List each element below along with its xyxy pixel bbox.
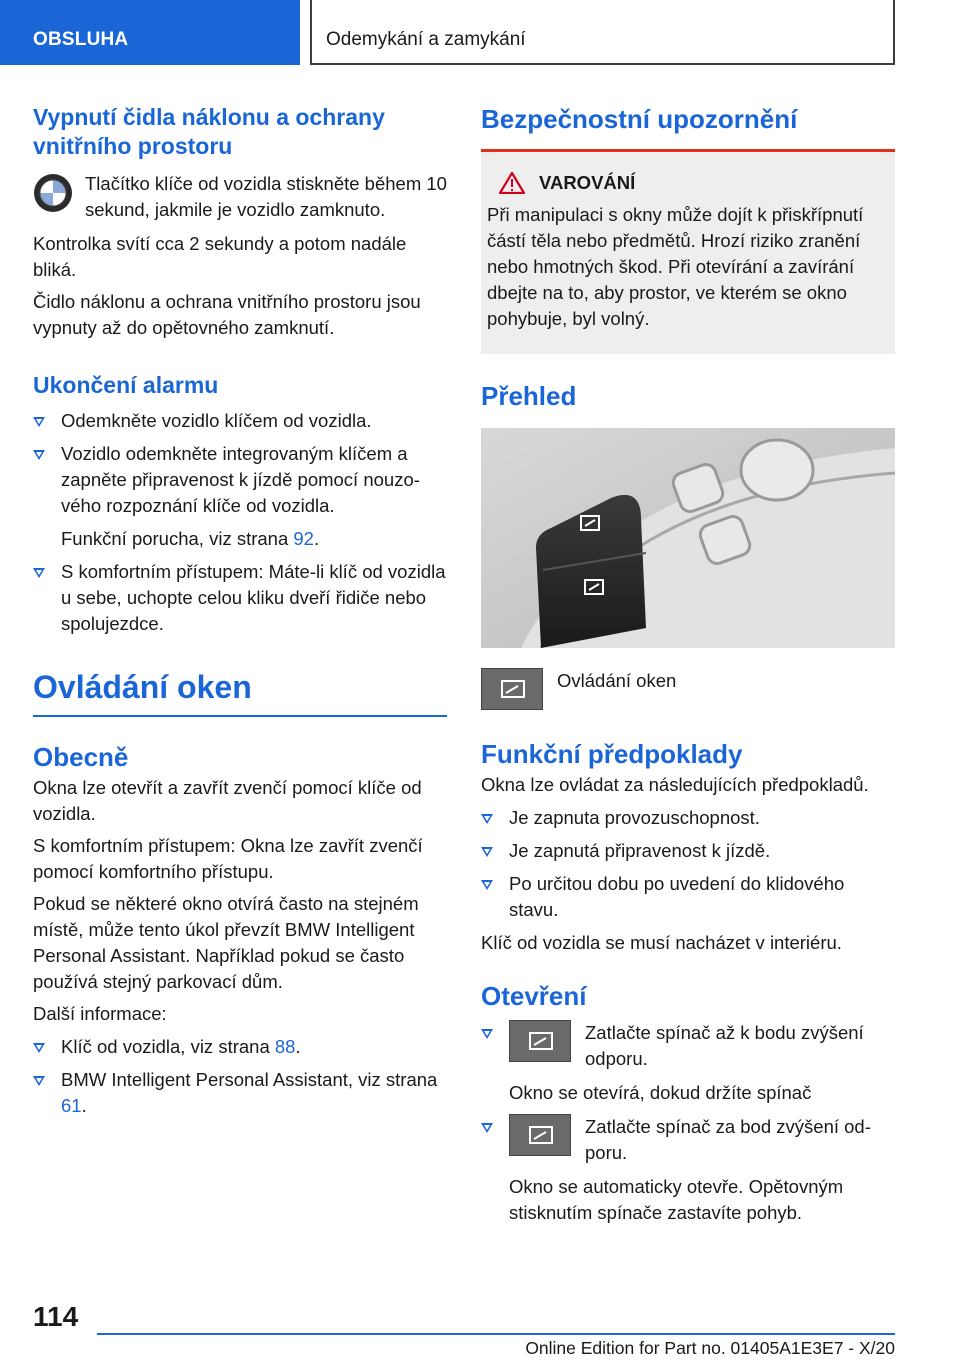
alarm-heading: Ukončení alarmu xyxy=(33,372,219,398)
note-suffix: . xyxy=(313,528,320,549)
bullet-triangle-icon xyxy=(481,814,493,824)
bullet-triangle-icon xyxy=(33,417,45,427)
tilt-heading: Vypnutí čidla náklonu a ochrany vnitřního prostoru xyxy=(33,104,385,159)
bullet-triangle-icon xyxy=(33,1043,45,1053)
overview-caption-row xyxy=(481,668,895,710)
tilt-paragraph-1: Kontrolka svítí cca 2 sekundy a potom nadále bliká. xyxy=(33,233,407,280)
bullet-triangle-icon xyxy=(481,1123,493,1133)
prereq-bullet-3 xyxy=(481,871,895,923)
tilt-key-text: Tlačítko klíče od vozidla stiskněte během 10 sekund, jakmile je vozidlo zamknuto. xyxy=(85,173,447,220)
left-column xyxy=(33,100,447,1119)
warning-title: VAROVÁNÍ xyxy=(539,172,636,193)
overview-caption: Ovládání oken xyxy=(557,670,677,691)
bullet-triangle-icon xyxy=(33,1076,45,1086)
general-paragraph-3: Pokud se některé okno otvírá často na stejném místě, může tento úkol převzít BMW Intelligent Personal Assistant. Například pokud se často používá stejný parkovací dům. xyxy=(33,893,419,992)
footer-rule xyxy=(97,1333,895,1335)
warning-box xyxy=(481,152,895,354)
bullet-suffix: . xyxy=(81,1095,87,1116)
open-bullet-1 xyxy=(481,1020,895,1072)
warning-title-row xyxy=(487,170,895,196)
bullet-text: Je zapnuta provozuschopnost. xyxy=(509,807,760,828)
open-bullet-2-note xyxy=(481,1174,895,1226)
prereq-bullet-1 xyxy=(481,805,895,831)
bullet-text: Vozidlo odemkněte integrovaným klíčem a zapněte připravenost k jízdě pomocí nouzového rozpoznání klíče od vozidla. xyxy=(61,443,420,516)
overview-heading: Přehled xyxy=(481,381,577,411)
general-heading: Obecně xyxy=(33,742,129,772)
bullet-text: Je zapnutá připravenost k jízdě. xyxy=(509,840,771,861)
safety-heading: Bezpečnostní upozornění xyxy=(481,104,798,134)
window-switch-illustration xyxy=(481,428,895,648)
general-paragraph-1: Okna lze otevřít a zavřít zvenčí pomocí klíče od vozidla. xyxy=(33,777,422,824)
alarm-bullet-2-note xyxy=(33,526,447,552)
warning-triangle-icon xyxy=(499,172,525,194)
note-text: Okno se automaticky otevře. Opětovným stisknutím spínače zastavíte pohyb. xyxy=(509,1176,844,1223)
alarm-bullet-3 xyxy=(33,559,447,637)
note-text: Okno se otevírá, dokud držíte spínač xyxy=(509,1082,812,1103)
section-label: OBSLUHA xyxy=(33,29,129,50)
window-switch-icon xyxy=(509,1114,571,1156)
footer-edition: Online Edition for Part no. 01405A1E3E7 - X/20 xyxy=(525,1338,895,1358)
bullet-text: BMW Intelligent Personal Assistant, viz strana xyxy=(61,1069,438,1090)
alarm-bullet-2 xyxy=(33,441,447,519)
page-link-61[interactable]: 61 xyxy=(61,1095,82,1116)
note-text: Funkční porucha, viz strana xyxy=(61,528,294,549)
window-switch-icon xyxy=(481,668,543,710)
bullet-triangle-icon xyxy=(33,568,45,578)
general-paragraph-4: Další informace: xyxy=(33,1003,167,1024)
general-paragraph-2: S komfortním přístupem: Okna lze zavřít zvenčí pomocí komfortního přístupu. xyxy=(33,835,423,882)
warning-text: Při manipulaci s okny může dojít k přiskřípnutí částí těla nebo předmětů. Hrozí riziko zranění nebo hmotných škod. Při otevírání a zavírání dbejte na to, aby prostor, ve kterém se okno pohybuje, byl volný. xyxy=(487,204,864,329)
chapter-title-box xyxy=(310,0,895,65)
alarm-bullet-1 xyxy=(33,408,447,434)
key-instruction xyxy=(33,171,447,223)
prereq-bullet-2 xyxy=(481,838,895,864)
bullet-text: S komfortním přístupem: Máte-li klíč od vozidla u sebe, uchopte celou kliku dveří řidiče nebo spolujezdce. xyxy=(61,561,446,634)
prereq-paragraph-2: Klíč od vozidla se musí nacházet v interiéru. xyxy=(481,932,842,953)
chapter-title: Odemykání a zamykání xyxy=(326,29,526,50)
window-switch-icon xyxy=(509,1020,571,1062)
windows-heading: Ovládání oken xyxy=(33,669,252,705)
prereq-paragraph: Okna lze ovládat za následujících předpokladů. xyxy=(481,774,869,795)
bullet-text: Klíč od vozidla, viz strana xyxy=(61,1036,275,1057)
right-column xyxy=(481,100,895,1226)
page-link-88[interactable]: 88 xyxy=(274,1036,296,1057)
page-link-92[interactable]: 92 xyxy=(293,528,314,549)
section-tab xyxy=(0,0,300,65)
info-bullet-1 xyxy=(33,1034,447,1060)
bullet-triangle-icon xyxy=(481,880,493,890)
tilt-paragraph-2: Čidlo náklonu a ochrana vnitřního prostoru jsou vypnuty až do opětovného zamknutí. xyxy=(33,291,421,338)
prereq-heading: Funkční předpoklady xyxy=(481,739,743,769)
window-switch-photo xyxy=(481,428,895,648)
page-number: 114 xyxy=(33,1301,79,1332)
bullet-suffix: . xyxy=(295,1036,301,1057)
heading-rule xyxy=(33,715,447,717)
bullet-text: Zatlačte spínač za bod zvýšení odporu. xyxy=(585,1116,871,1163)
info-bullet-2 xyxy=(33,1067,447,1119)
open-bullet-2 xyxy=(481,1114,895,1166)
open-bullet-1-note xyxy=(481,1080,895,1106)
bullet-triangle-icon xyxy=(33,450,45,460)
bullet-text: Odemkněte vozidlo klíčem od vozidla. xyxy=(61,410,372,431)
open-heading: Otevření xyxy=(481,981,587,1011)
bmw-key-icon xyxy=(33,173,73,213)
bullet-text: Po určitou dobu po uvedení do klidového stavu. xyxy=(509,873,845,920)
bullet-triangle-icon xyxy=(481,847,493,857)
bullet-triangle-icon xyxy=(481,1029,493,1039)
bullet-text: Zatlačte spínač až k bodu zvýšení odporu. xyxy=(585,1022,864,1069)
